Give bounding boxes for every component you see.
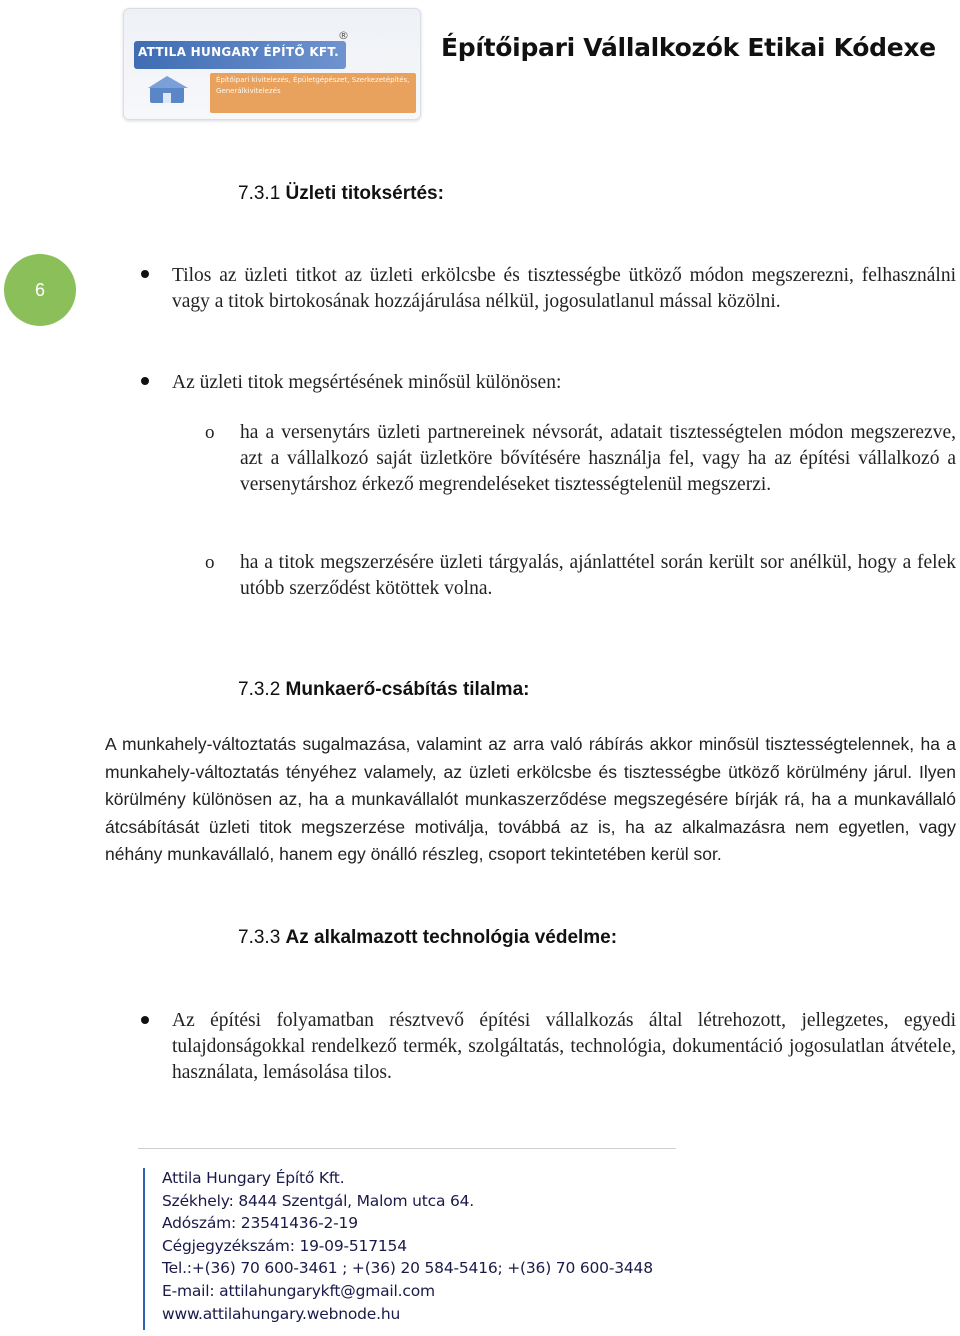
bullet-marker xyxy=(141,377,149,385)
section-paragraph: A munkahely-változtatás sugalmazása, valamint az arra való rábírás akkor minősül tisztességtelennek, ha a munkahely-változtatás tényéhez valamely, az üzleti erkölcsbe és tisztességbe ütköző körülmény járul. Ilyen körülmény különösen az, ha a munkavállalót munkaszerződése megszegésére bírják rá, ha a munkavállaló átcsábítását üzleti titok megszerzése motiválja, továbbá az is, ha az alkalmazásra nem egyetlen, vagy néhány munkavállaló, hanem egy önálló részleg, csoport tekintetében kerül sor. xyxy=(105,734,956,864)
logo-registered-mark: ® xyxy=(338,29,349,42)
section-title: Üzleti titoksértés: xyxy=(285,183,444,204)
paragraph-bullet: Az üzleti titok megsértésének minősül különösen: xyxy=(172,372,562,393)
logo-emblem-icon xyxy=(146,73,190,107)
logo-tagline: Építőipari kivitelezés, Épületgépészet, Szerkezetépítés, Generálkivitelezés xyxy=(216,76,410,95)
section-heading-7-3-3 xyxy=(238,927,617,949)
section-title: Az alkalmazott technológia védelme: xyxy=(285,927,618,948)
footer-seat: Székhely: 8444 Szentgál, Malom utca 64. xyxy=(162,1192,475,1210)
logo-company-name: ATTILA HUNGARY ÉPÍTŐ KFT. xyxy=(138,45,339,59)
footer-divider xyxy=(138,1148,676,1149)
footer-website[interactable]: www.attilahungary.webnode.hu xyxy=(162,1305,401,1323)
section-heading-7-3-2 xyxy=(238,679,529,701)
footer-tax-number: Adószám: 23541436-2-19 xyxy=(162,1214,358,1232)
paragraph-sub-bullet: ha a titok megszerzésére üzleti tárgyalás, ajánlattétel során került sor anélkül, hogy a felek utóbb szerződést kötöttek volna. xyxy=(240,552,956,599)
section-number: 7.3.3 xyxy=(238,927,281,948)
company-logo xyxy=(123,8,421,120)
paragraph-bullet: Az építési folyamatban résztvevő építési vállalkozás által létrehozott, jellegzetes, egyedi tulajdonságokkal rendelkező termék, szolgáltatás, technológia, dokumentáció jogosulatlan átvétele, használata, lemásolása tilos. xyxy=(172,1010,956,1083)
section-title: Munkaerő-csábítás tilalma: xyxy=(285,679,530,700)
bullet-marker xyxy=(141,270,149,278)
footer-accent-bar xyxy=(143,1168,145,1330)
paragraph-bullet: Tilos az üzleti titkot az üzleti erkölcsbe és tisztességbe ütköző módon megszerezni, felhasználni vagy a titok birtokosának hozzájárulása nélkül, jogosulatlanul mással közölni. xyxy=(172,265,956,312)
footer-company: Attila Hungary Építő Kft. xyxy=(162,1169,345,1187)
paragraph-sub-bullet: ha a versenytárs üzleti partnereinek névsorát, adatait tisztességtelen módon megszerezve, azt a vállalkozó saját üzletköre bővítésére használja fel, vagy ha az építési vállalkozó a versenytárshoz érkező megrendeléseket tisztességtelenül megszerzi. xyxy=(240,422,956,495)
section-heading-7-3-1 xyxy=(238,183,444,205)
footer-phone: Tel.:+(36) 70 600-3461 ; +(36) 20 584-5416; +(36) 70 600-3448 xyxy=(162,1259,653,1277)
sub-bullet-marker: o xyxy=(205,552,215,573)
section-number: 7.3.1 xyxy=(238,183,281,204)
bullet-marker xyxy=(141,1016,149,1024)
footer-registration: Cégjegyzékszám: 19-09-517154 xyxy=(162,1237,407,1255)
document-title: Építőipari Vállalkozók Etikai Kódexe xyxy=(441,33,936,62)
section-number: 7.3.2 xyxy=(238,679,281,700)
sub-bullet-marker: o xyxy=(205,422,215,443)
footer-email[interactable]: E-mail: attilahungarykft@gmail.com xyxy=(162,1282,435,1300)
page-number: 6 xyxy=(34,280,45,300)
